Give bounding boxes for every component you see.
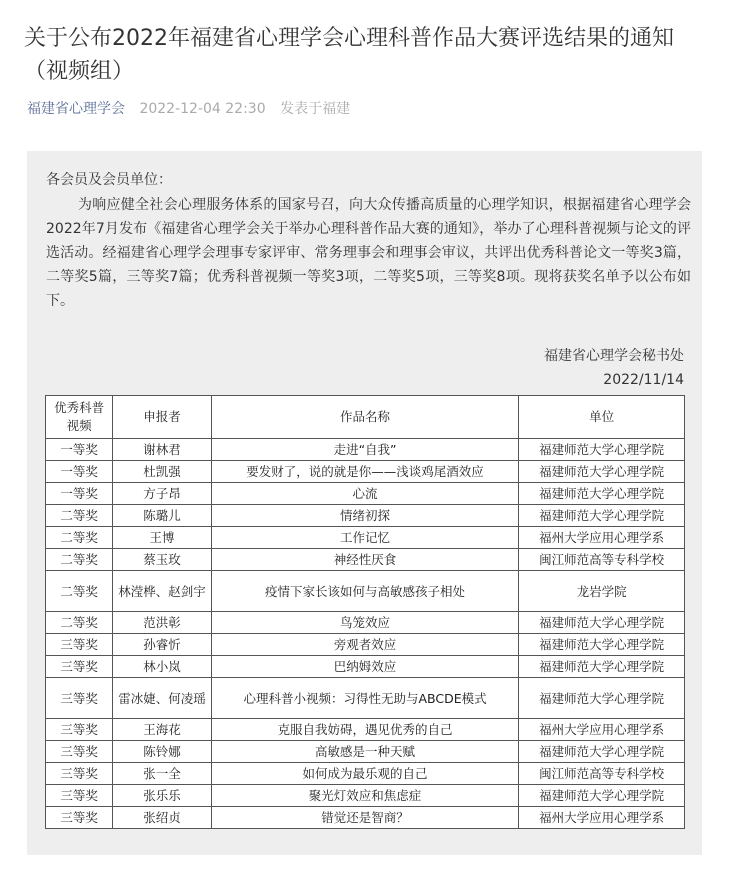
award-cell: 三等奖 bbox=[46, 656, 113, 678]
applicant-cell: 范洪彰 bbox=[113, 612, 212, 634]
header-award: 优秀科普视频 bbox=[46, 396, 113, 439]
work-title-cell: 旁观者效应 bbox=[211, 634, 519, 656]
work-title-cell: 鸟笼效应 bbox=[211, 612, 519, 634]
work-title-cell: 如何成为最乐观的自己 bbox=[211, 763, 519, 785]
unit-cell: 福建师范大学心理学院 bbox=[519, 612, 685, 634]
award-cell: 二等奖 bbox=[46, 549, 113, 571]
unit-cell: 龙岩学院 bbox=[519, 571, 685, 612]
award-cell: 一等奖 bbox=[46, 439, 113, 461]
awards-table bbox=[45, 395, 685, 829]
table-row bbox=[46, 719, 685, 741]
unit-cell: 福建师范大学心理学院 bbox=[519, 785, 685, 807]
signature-date: 2022/11/14 bbox=[603, 372, 684, 388]
work-title-cell: 错觉还是智商？ bbox=[211, 807, 519, 829]
applicant-cell: 蔡玉玫 bbox=[113, 549, 212, 571]
award-cell: 三等奖 bbox=[46, 807, 113, 829]
work-title-cell: 巴纳姆效应 bbox=[211, 656, 519, 678]
award-cell: 三等奖 bbox=[46, 634, 113, 656]
table-row bbox=[46, 527, 685, 549]
award-cell: 二等奖 bbox=[46, 505, 113, 527]
unit-cell: 福州大学应用心理学系 bbox=[519, 527, 685, 549]
applicant-cell: 王海花 bbox=[113, 719, 212, 741]
work-title-cell: 情绪初探 bbox=[211, 505, 519, 527]
work-title-cell: 克服自我妨碍，遇见优秀的自己 bbox=[211, 719, 519, 741]
applicant-cell: 孙睿忻 bbox=[113, 634, 212, 656]
table-row bbox=[46, 461, 685, 483]
table-row bbox=[46, 571, 685, 612]
applicant-cell: 张绍贞 bbox=[113, 807, 212, 829]
article-meta bbox=[27, 98, 350, 118]
award-cell: 三等奖 bbox=[46, 785, 113, 807]
table-row bbox=[46, 741, 685, 763]
unit-cell: 闽江师范高等专科学校 bbox=[519, 549, 685, 571]
applicant-cell: 王博 bbox=[113, 527, 212, 549]
award-cell: 三等奖 bbox=[46, 719, 113, 741]
applicant-cell: 林滢桦、赵剑宇 bbox=[113, 571, 212, 612]
publish-datetime: 2022-12-04 22:30 bbox=[139, 101, 266, 117]
work-title-cell: 要发财了，说的就是你——浅谈鸡尾酒效应 bbox=[211, 461, 519, 483]
table-row bbox=[46, 656, 685, 678]
applicant-cell: 方子昂 bbox=[113, 483, 212, 505]
applicant-cell: 张一全 bbox=[113, 763, 212, 785]
notice-panel bbox=[27, 151, 702, 855]
unit-cell: 闽江师范高等专科学校 bbox=[519, 763, 685, 785]
unit-cell: 福建师范大学心理学院 bbox=[519, 461, 685, 483]
unit-cell: 福建师范大学心理学院 bbox=[519, 483, 685, 505]
header-applicant: 申报者 bbox=[113, 396, 212, 439]
notice-paragraph: 为响应健全社会心理服务体系的国家号召，向大众传播高质量的心理学知识，根据福建省心理学会2022年7月发布《福建省心理学会关于举办心理科普作品大赛的通知》，举办了心理科普视频与论文的评选活动。经福建省心理学会理事专家评审、常务理事会和理事会审议，共评出优秀科普论文一等奖3篇，二等奖5篇，三等奖7篇；优秀科普视频一等奖3项，二等奖5项，三等奖8项。现将获奖名单予以公布如下。 bbox=[46, 197, 691, 309]
table-row bbox=[46, 483, 685, 505]
publish-location: 发表于福建 bbox=[280, 101, 351, 117]
greeting: 各会员及会员单位： bbox=[46, 172, 172, 188]
table-row bbox=[46, 763, 685, 785]
header-unit: 单位 bbox=[519, 396, 685, 439]
work-title-cell: 心流 bbox=[211, 483, 519, 505]
unit-cell: 福建师范大学心理学院 bbox=[519, 439, 685, 461]
award-cell: 三等奖 bbox=[46, 678, 113, 719]
applicant-cell: 张乐乐 bbox=[113, 785, 212, 807]
work-title-cell: 心理科普小视频：习得性无助与ABCDE模式 bbox=[211, 678, 519, 719]
award-cell: 二等奖 bbox=[46, 527, 113, 549]
table-row bbox=[46, 678, 685, 719]
signature-block bbox=[544, 344, 684, 392]
unit-cell: 福州大学应用心理学系 bbox=[519, 807, 685, 829]
unit-cell: 福建师范大学心理学院 bbox=[519, 741, 685, 763]
award-cell: 二等奖 bbox=[46, 571, 113, 612]
applicant-cell: 谢林君 bbox=[113, 439, 212, 461]
work-title-cell: 高敏感是一种天赋 bbox=[211, 741, 519, 763]
applicant-cell: 林小岚 bbox=[113, 656, 212, 678]
table-row bbox=[46, 505, 685, 527]
table-row bbox=[46, 549, 685, 571]
applicant-cell: 杜凯强 bbox=[113, 461, 212, 483]
work-title-cell: 走进“自我” bbox=[211, 439, 519, 461]
header-work-title: 作品名称 bbox=[211, 396, 519, 439]
work-title-cell: 神经性厌食 bbox=[211, 549, 519, 571]
table-row bbox=[46, 807, 685, 829]
applicant-cell: 陈铃娜 bbox=[113, 741, 212, 763]
article-title: 关于公布2022年福建省心理学会心理科普作品大赛评选结果的通知（视频组） bbox=[24, 26, 674, 84]
table-header-row bbox=[46, 396, 685, 439]
award-cell: 一等奖 bbox=[46, 483, 113, 505]
unit-cell: 福建师范大学心理学院 bbox=[519, 656, 685, 678]
unit-cell: 福建师范大学心理学院 bbox=[519, 634, 685, 656]
signature: 福建省心理学会秘书处 bbox=[544, 348, 684, 364]
unit-cell: 福建师范大学心理学院 bbox=[519, 505, 685, 527]
award-cell: 一等奖 bbox=[46, 461, 113, 483]
work-title-cell: 聚光灯效应和焦虑症 bbox=[211, 785, 519, 807]
table-row bbox=[46, 612, 685, 634]
author-link[interactable]: 福建省心理学会 bbox=[27, 101, 125, 117]
table-row bbox=[46, 634, 685, 656]
table-row bbox=[46, 439, 685, 461]
award-cell: 三等奖 bbox=[46, 763, 113, 785]
table-row bbox=[46, 785, 685, 807]
unit-cell: 福州大学应用心理学系 bbox=[519, 719, 685, 741]
unit-cell: 福建师范大学心理学院 bbox=[519, 678, 685, 719]
work-title-cell: 工作记忆 bbox=[211, 527, 519, 549]
award-cell: 三等奖 bbox=[46, 741, 113, 763]
applicant-cell: 雷冰婕、何凌瑶 bbox=[113, 678, 212, 719]
work-title-cell: 疫情下家长该如何与高敏感孩子相处 bbox=[211, 571, 519, 612]
award-cell: 二等奖 bbox=[46, 612, 113, 634]
applicant-cell: 陈璐儿 bbox=[113, 505, 212, 527]
